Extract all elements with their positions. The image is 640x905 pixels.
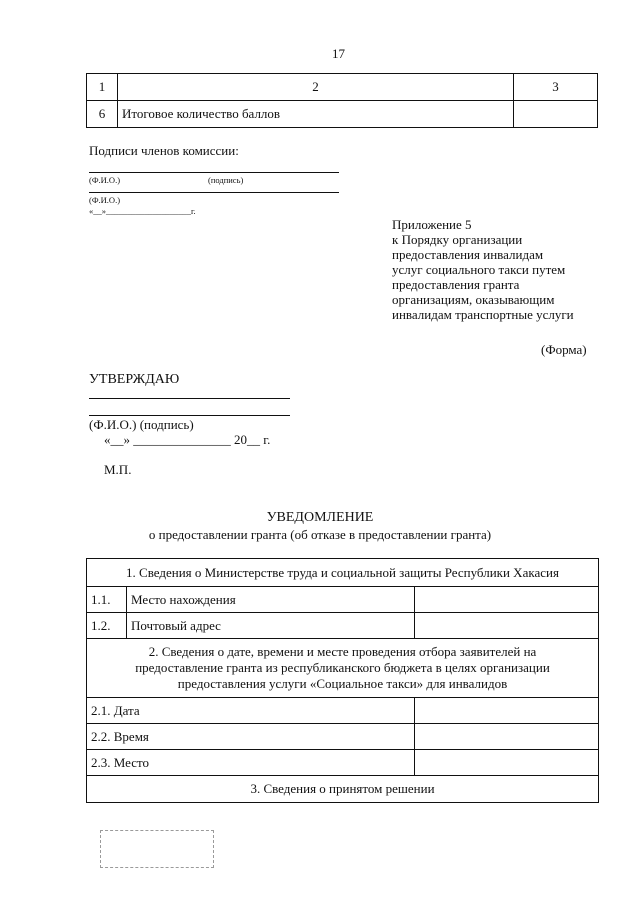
appendix-line: услуг социального такси путем xyxy=(392,262,566,277)
section-2-header xyxy=(87,639,599,698)
approval-fio-sign: (Ф.И.О.) (подпись) xyxy=(89,417,194,432)
row-1-2-number: 1.2. xyxy=(87,613,127,639)
total-score-value xyxy=(514,101,598,128)
stamp-place-label: М.П. xyxy=(104,462,132,477)
row-2-3-value xyxy=(415,750,599,776)
fio-label-2: (Ф.И.О.) xyxy=(89,195,121,205)
section-1-header: 1. Сведения о Министерстве труда и социальной защиты Республики Хакасия xyxy=(87,559,599,587)
appendix-line: к Порядку организации xyxy=(392,232,523,247)
row-1-1-value xyxy=(415,587,599,613)
row-2-3-label: 2.3. Место xyxy=(87,750,415,776)
approval-date-line: «__» _______________ 20__ г. xyxy=(104,432,271,447)
column-header-2: 2 xyxy=(118,74,514,101)
appendix-line: предоставления инвалидам xyxy=(392,247,544,262)
total-score-label: Итоговое количество баллов xyxy=(118,101,514,128)
form-label: (Форма) xyxy=(541,342,587,357)
row-2-1-value xyxy=(415,698,599,724)
page-number: 17 xyxy=(332,46,345,61)
row-2-1-label: 2.1. Дата xyxy=(87,698,415,724)
sign-label: (подпись) xyxy=(208,175,244,185)
row-1-1-label: Место нахождения xyxy=(127,587,415,613)
appendix-block xyxy=(392,217,574,322)
appendix-line: предоставления гранта xyxy=(392,277,520,292)
section-2-line: предоставление гранта из республиканского бюджета в целях организации xyxy=(135,660,550,675)
signature-line-1 xyxy=(89,172,339,173)
row-1-1-number: 1.1. xyxy=(87,587,127,613)
row-2-2-label: 2.2. Время xyxy=(87,724,415,750)
approval-line-1 xyxy=(89,398,290,399)
appendix-line: Приложение 5 xyxy=(392,217,472,232)
signature-line-2 xyxy=(89,192,339,193)
official-stamp-icon xyxy=(100,830,214,868)
column-header-3: 3 xyxy=(514,74,598,101)
appendix-line: организациям, оказывающим xyxy=(392,292,555,307)
section-2-line: предоставления услуги «Социальное такси» для инвалидов xyxy=(177,676,508,691)
section-3-header: 3. Сведения о принятом решении xyxy=(87,776,599,803)
fio-label: (Ф.И.О.) xyxy=(89,175,121,185)
notice-subtitle: о предоставлении гранта (об отказе в предоставлении гранта) xyxy=(148,527,492,542)
score-table xyxy=(86,73,598,128)
approval-title: УТВЕРЖДАЮ xyxy=(89,372,180,387)
signature-date-line: «__»____________________г. xyxy=(89,206,196,216)
row-1-2-value xyxy=(415,613,599,639)
approval-line-2 xyxy=(89,415,290,416)
notice-title: УВЕДОМЛЕНИЕ xyxy=(266,510,374,525)
signatures-title: Подписи членов комиссии: xyxy=(89,143,239,158)
notice-table xyxy=(86,558,599,803)
section-2-line: 2. Сведения о дате, времени и месте проведения отбора заявителей на xyxy=(148,644,537,659)
row-1-2-label: Почтовый адрес xyxy=(127,613,415,639)
column-header-1: 1 xyxy=(87,74,118,101)
appendix-line: инвалидам транспортные услуги xyxy=(392,307,574,322)
row-number: 6 xyxy=(87,101,118,128)
row-2-2-value xyxy=(415,724,599,750)
